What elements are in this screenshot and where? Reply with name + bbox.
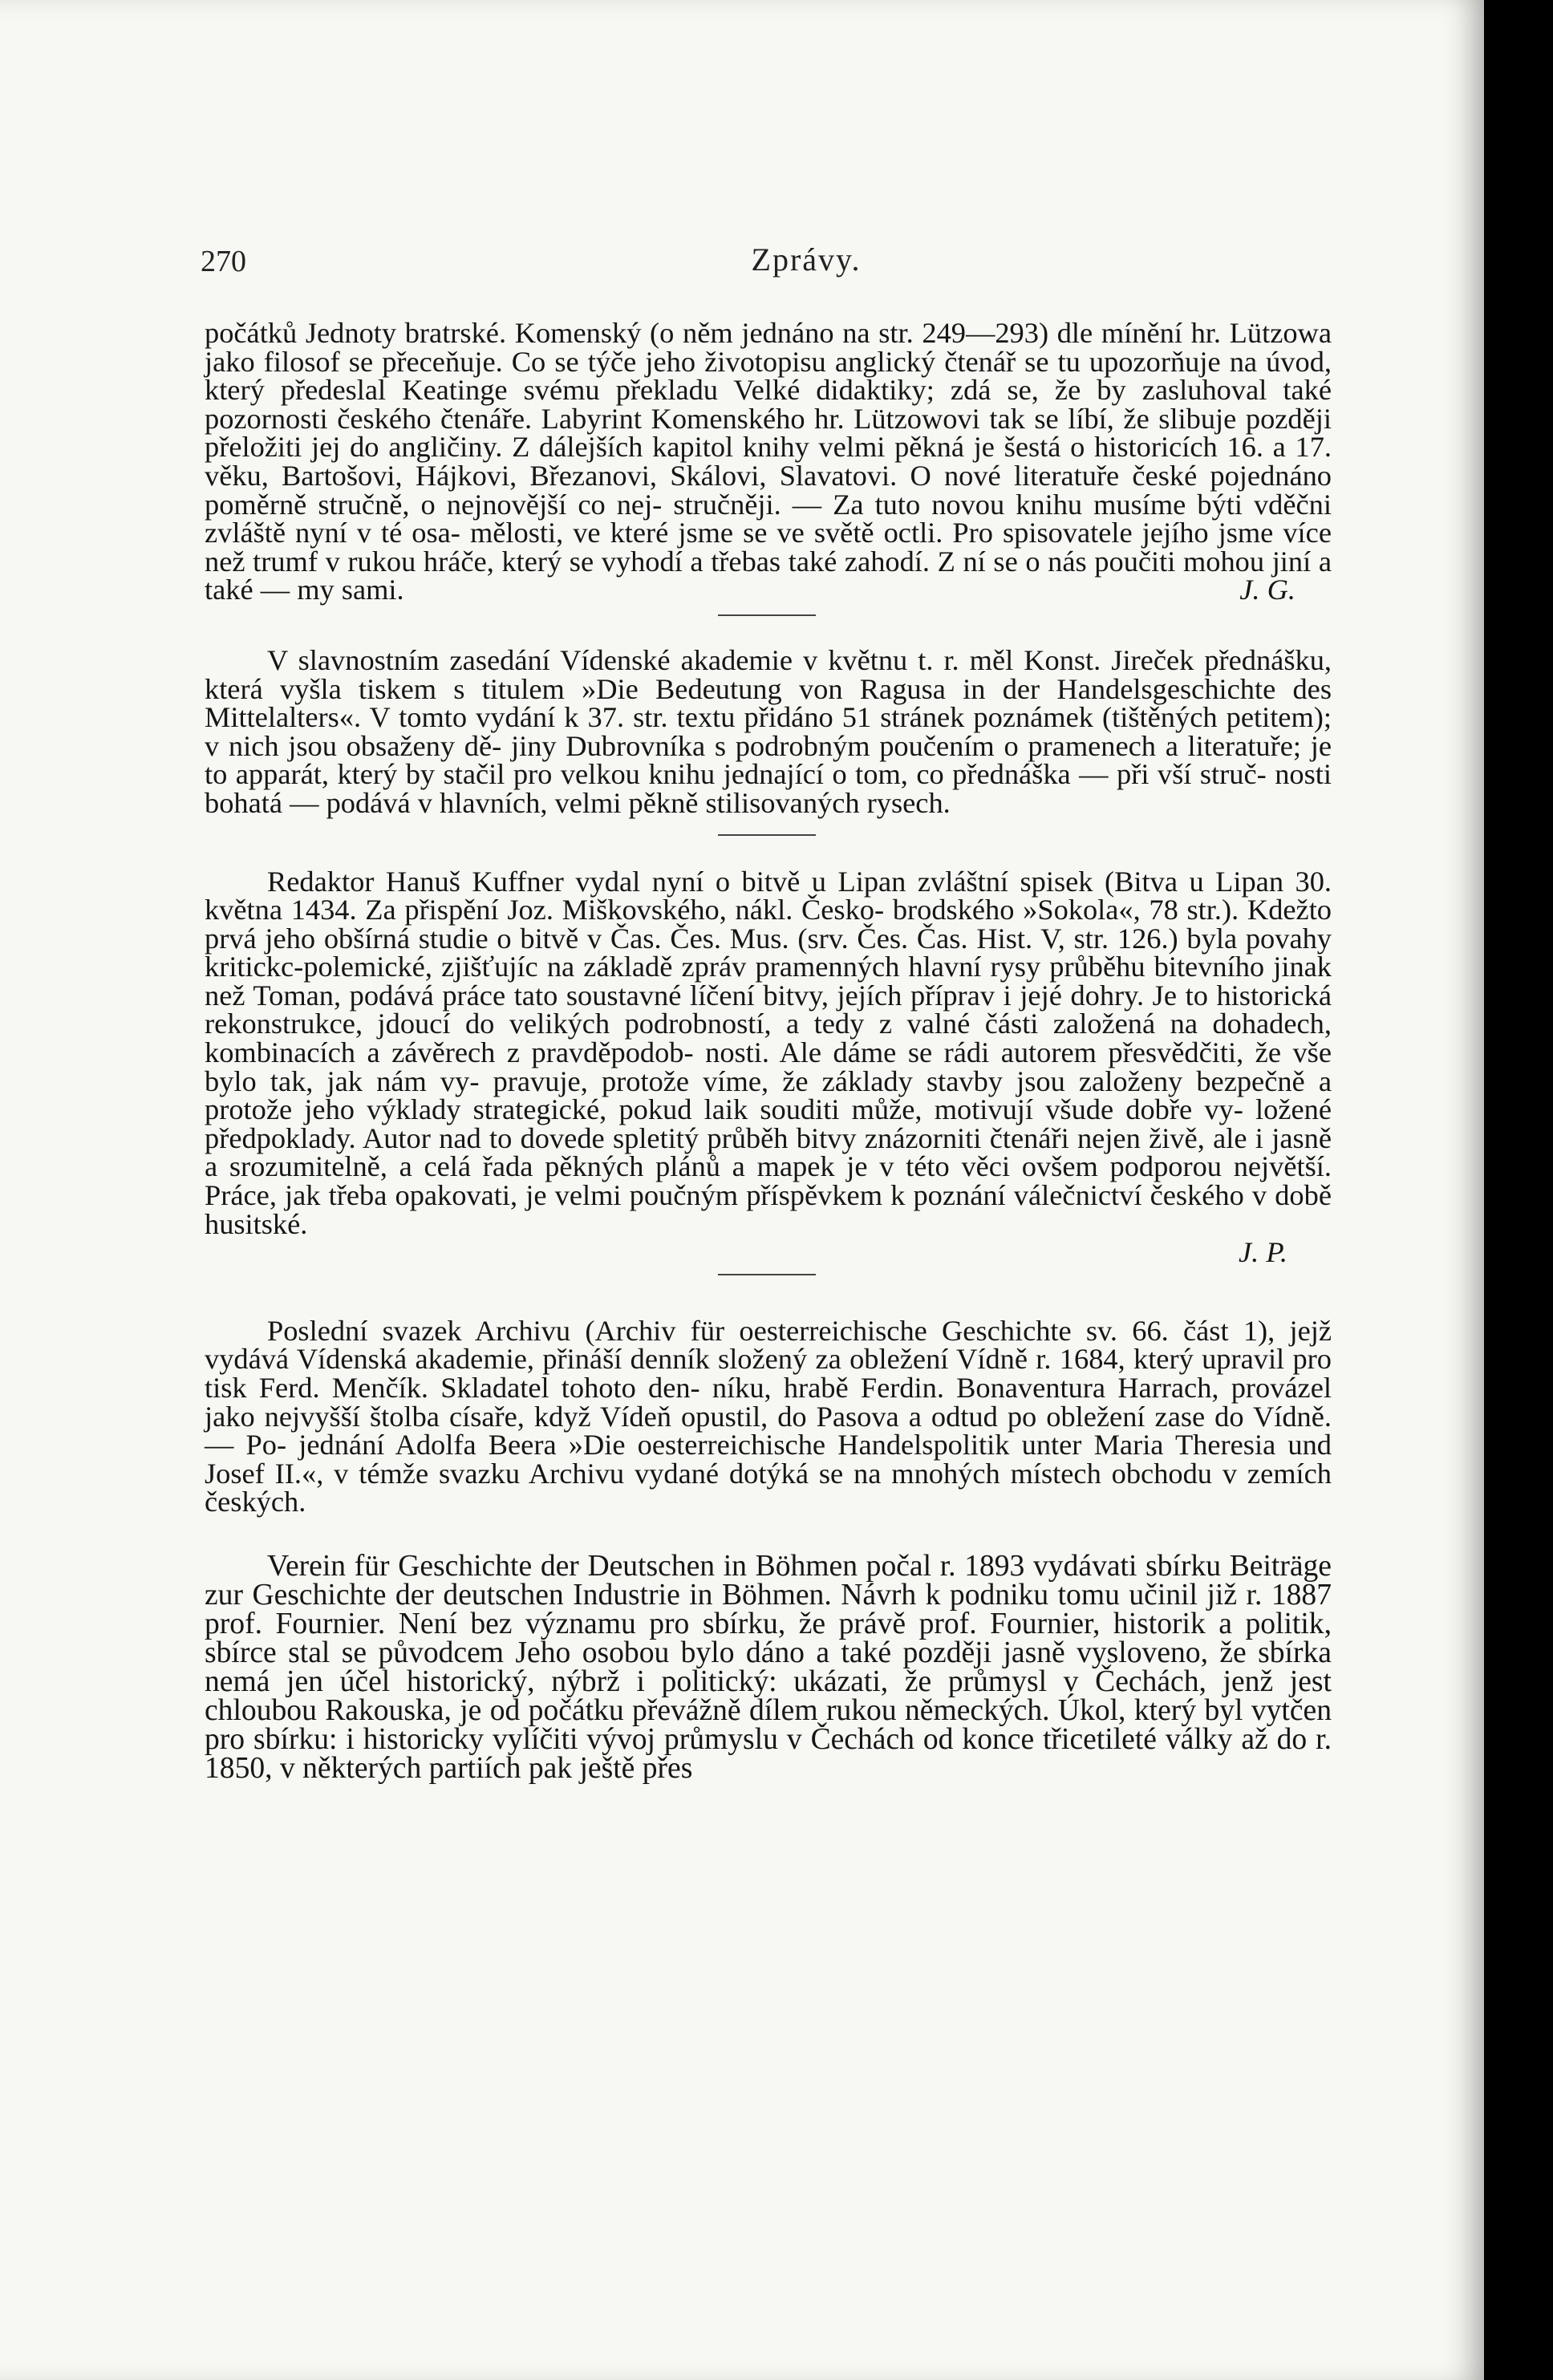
line: od konce třicetileté války až do r. 1850, v některých partiích pak ještě přes	[205, 1722, 1332, 1785]
paragraph	[205, 865, 1332, 1240]
line: účel historický, nýbrž i politický: ukázati, že průmysl v Čechách, jenž jest	[339, 1664, 1332, 1698]
author-signature: J. G.	[1239, 574, 1296, 606]
line: čtenáři nejen živě, ale i jasně a srozumitelně, a celá řada pěkných plánů a	[205, 1121, 1332, 1183]
line: chloubou Rakouska, je od počátku převážně dílem rukou německých. Úkol,	[205, 1693, 1126, 1727]
article-body	[205, 319, 1332, 1783]
line: dohry. Je to historická rekonstrukce, jdoucí do velikých podrobností, a tedy	[205, 979, 1332, 1040]
line: Čes. Mus. (srv. Čes. Čas. Hist. V, str. 126.) byla povahy kritickc-polemické,	[205, 922, 1332, 983]
report-komensky	[205, 319, 1332, 616]
line: níku, hrabě Ferdin. Bonaventura Harrach, provázel jako nejvyšší štolba císaře,	[205, 1372, 1332, 1433]
line: pravuje, protože víme, že základy stavby jsou založeny bezpečně a protože	[205, 1064, 1332, 1126]
line: stručněji. — Za tuto novou knihu musíme býti vděčni zvláště nyní v té osa-	[205, 488, 1332, 549]
running-header	[201, 233, 1324, 281]
line: který byl vytčen pro sbírku: i historicky vylíčiti vývoj průmyslu v Čechách	[205, 1693, 1332, 1756]
line: und Josef II.«, v témže svazku Archivu vydané dotýká se na mnohých	[205, 1429, 1332, 1490]
section-divider	[718, 614, 816, 616]
section-divider	[718, 834, 816, 836]
line: zjišťujíc na základě zpráv pramenných hlavní rysy průběhu bitevního jinak	[441, 951, 1332, 983]
line: sbírku, že právě prof. Fournier, historik a politik, sbírce stal se původcem	[205, 1607, 1332, 1669]
line: z valné části založená na dohadech, kombinacích a závěrech z pravděpodob-	[205, 1008, 1332, 1069]
line: Jeho osobou bylo dáno a také později jasně vysloveno, že sbírka nemá jen	[205, 1636, 1332, 1698]
paragraph	[205, 1549, 1332, 1785]
line: mapek je v této věci ovšem podporou největší. Práce, jak třeba opakovati,	[205, 1150, 1332, 1212]
line: jeho výklady strategické, pokud laik souditi může, motivují všude dobře vy-	[304, 1093, 1243, 1126]
author-signature: J. P.	[1239, 1236, 1287, 1269]
line: poučiti mohou jiní a také — my sami.	[205, 545, 1332, 606]
line: přidáno 51 stránek poznámek (tištěných petitem); v nich jsou obsaženy dě-	[205, 701, 1332, 762]
line: přeložiti jej do angličiny. Z dálejších kapitol knihy velmi pěkná je šestá	[205, 431, 1061, 464]
line: brodského »Sokola«, 78 str.). Kdežto prvá jeho obšírná studie o bitvě v Čas.	[205, 894, 1332, 955]
line: který by stačil pro velkou knihu jednající o tom, co přednáška — při vší struč-	[337, 758, 1267, 791]
line: in der Handelsgeschichte des Mittelalters«. V tomto vydání k 37. str. textu	[205, 672, 1332, 734]
paragraph	[205, 319, 1332, 605]
line: Redaktor Hanuš Kuffner vydal nyní o bitvě u Lipan zvláštní spisek	[267, 865, 1093, 898]
report-bitva-u-lipan	[205, 865, 1332, 1275]
line: V slavnostním zasedání Vídenské akademie v květnu t. r. měl Konst.	[267, 643, 1101, 676]
line: čtenáře. Labyrint Komenského hr. Lützowovi tak se líbí, že slibuje později	[440, 402, 1332, 435]
line: O nové literatuře české pojednáno poměrně stručně, o nejnovější co nej-	[205, 459, 1332, 521]
page-number: 270	[201, 245, 246, 278]
line: část 1), jejž vydává Vídenská akademie, přináší denník složený za obležení	[205, 1314, 1332, 1376]
report-verein-geschichte	[205, 1549, 1332, 1785]
line: Jireček přednášku, která vyšla tiskem s titulem »Die Bedeutung von Ragusa	[205, 643, 1332, 705]
line: sbírku Beiträge zur Geschichte der deutschen Industrie in Böhmen. Návrh	[205, 1549, 1332, 1612]
line: když Vídeň opustil, do Pasova a odtud po obležení zase do Vídně. — Po-	[205, 1400, 1332, 1462]
line: o historicích 16. a 17. věku, Bartošovi, Hájkovi, Březanovi, Skálovi, Slavatovi.	[205, 431, 1332, 492]
line: nosti. Ale dáme se rádi autorem přesvědčiti, že vše bylo tak, jak nám vy-	[205, 1036, 1332, 1097]
line: k podniku tomu učinil již r. 1887 prof. Fournier. Není bez významu pro	[205, 1578, 1332, 1640]
report-jirecek-ragusa	[205, 643, 1332, 836]
line: místech obchodu v zemích českých.	[205, 1457, 1332, 1518]
line: jiny Dubrovníka s podrobným poučením o pramenech a literatuře; je to apparát,	[205, 729, 1332, 791]
line: (Bitva u Lipan 30. května 1434. Za přispění Joz. Miškovského, nákl. Česko-	[205, 865, 1332, 926]
paragraph	[205, 1314, 1332, 1518]
line: mínění hr. Lützowa jako filosof se přeceňuje. Co se týče jeho životopisu	[205, 317, 1332, 378]
line: jednání Adolfa Beera »Die oesterreichische Handelspolitik unter Maria Theresia	[298, 1429, 1276, 1462]
line: nosti bohatá — podává v hlavních, velmi pěkně stilisovaných rysech.	[205, 758, 1332, 819]
paragraph	[205, 643, 1332, 819]
line: ložené předpoklady. Autor nad to dovede spletitý průběh bitvy znázorniti	[205, 1093, 1332, 1154]
section-divider	[718, 1274, 816, 1275]
line: než Toman, podává práce tato soustavné líčení bitvy, jejích příprav i jejé	[205, 979, 1062, 1012]
line: je velmi poučným příspěvkem k poznání válečnictví českého v době husitské.	[205, 1179, 1332, 1240]
line: překladu Velké didaktiky; zdá se, že by zasluhoval také pozornosti českého	[205, 374, 1332, 435]
line: trumf v rukou hráče, který se vyhodí a třebas také zahodí. Z ní se o nás	[253, 545, 1087, 578]
report-archiv	[205, 1314, 1332, 1518]
line: Vídně r. 1684, který upravil pro tisk Ferd. Menčík. Skladatel tohoto den-	[205, 1343, 1332, 1404]
line: počátků Jednoty bratrské. Komenský (o něm jednáno na str. 249—293) dle	[205, 317, 1093, 349]
line: Poslední svazek Archivu (Archiv für oesterreichische Geschichte sv. 66.	[267, 1314, 1169, 1347]
line: Verein für Geschichte der Deutschen in Böhmen počal r. 1893 vydávati	[267, 1549, 1137, 1583]
line: mělosti, ve které jsme se ve světě octli. Pro spisovatele jejího jsme více než	[205, 517, 1332, 578]
running-title: Zprávy.	[751, 241, 862, 278]
line: anglický čtenář se tu upozorňuje na úvod, který předeslal Keatinge svému	[205, 345, 1332, 407]
